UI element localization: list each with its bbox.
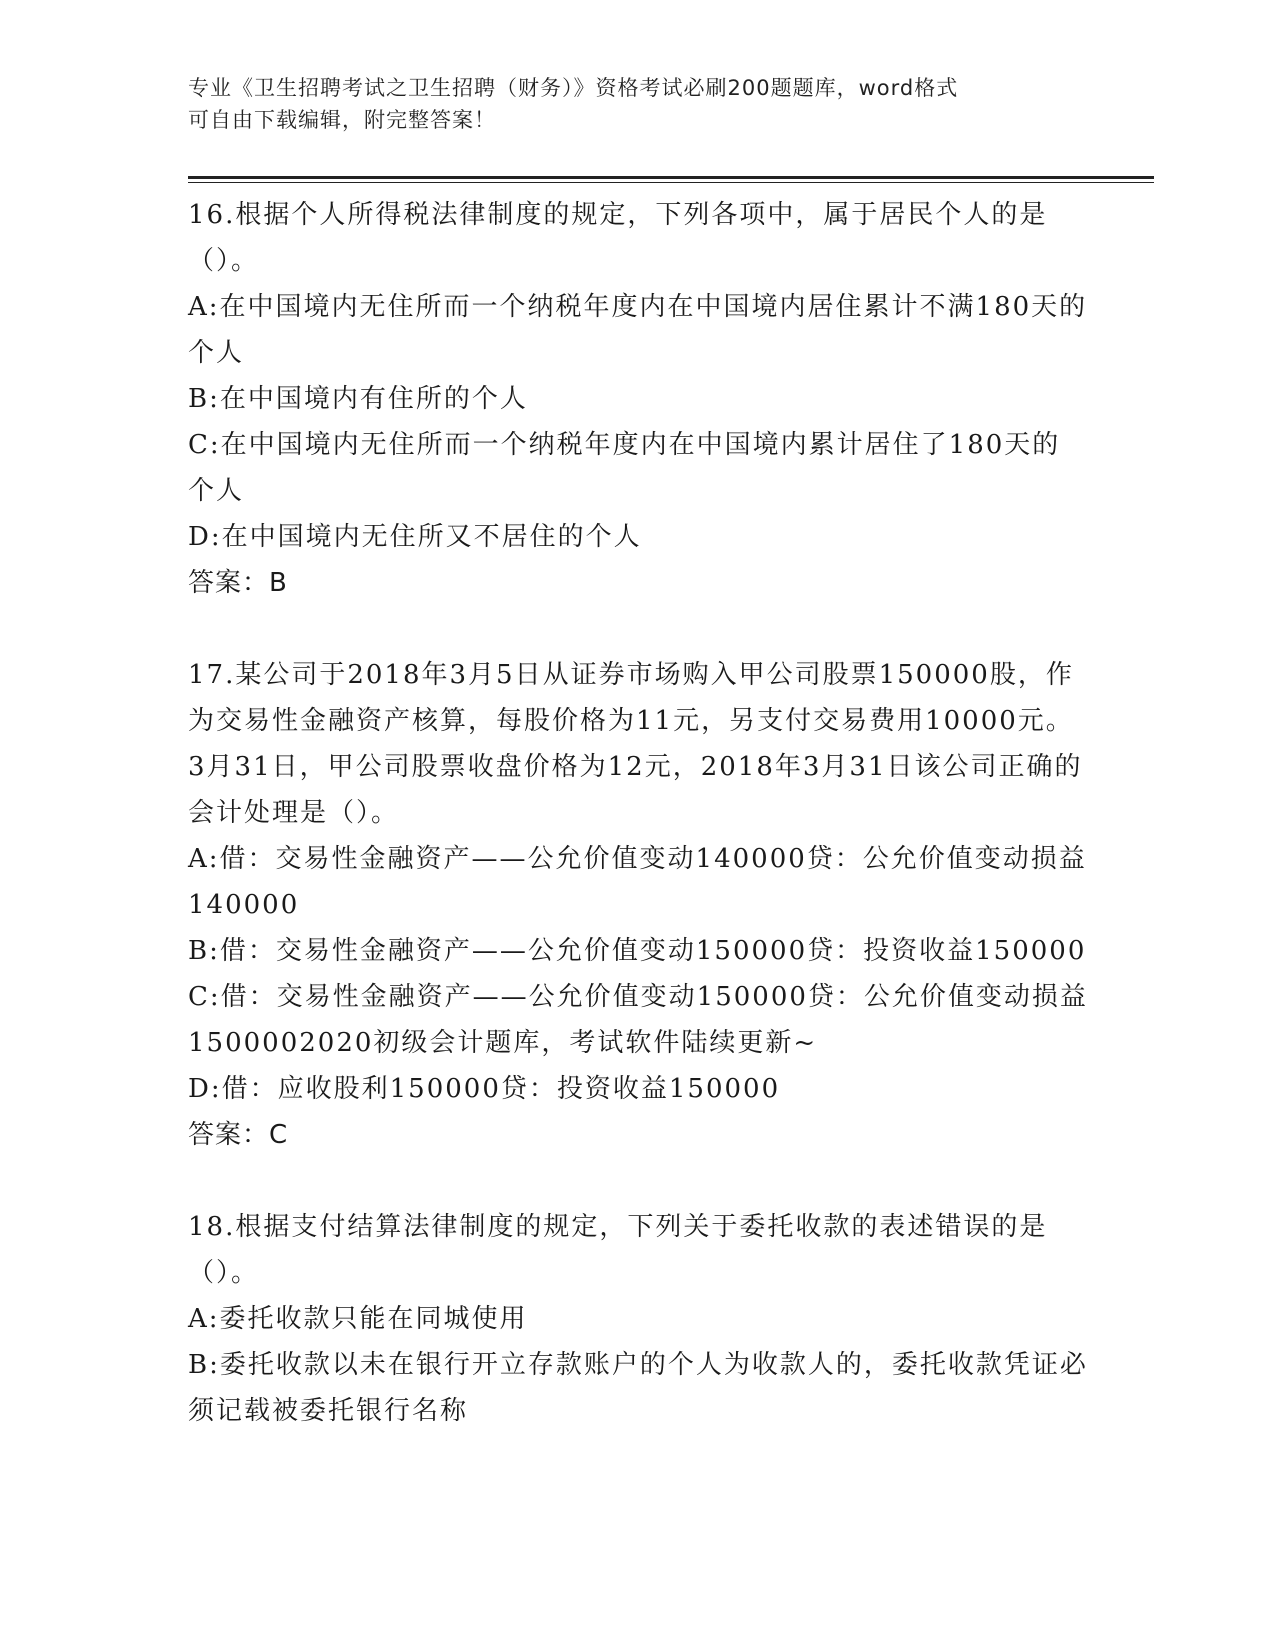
option-d: D:在中国境内无住所又不居住的个人 — [188, 522, 642, 552]
page-header — [188, 72, 1078, 136]
option-a: A:借：交易性金融资产——公允价值变动140000贷：公允价值变动损益140000 — [188, 844, 1087, 920]
question-stem: 17.某公司于2018年3月5日从证券市场购入甲公司股票150000股，作为交易性金融资产核算，每股价格为11元，另支付交易费用10000元。3月31日，甲公司股票收盘价格为12元，2018年3月31日该公司正确的会计处理是（）。 — [188, 660, 1083, 828]
option-d: D:借：应收股利150000贷：投资收益150000 — [188, 1074, 781, 1104]
option-c: C:在中国境内无住所而一个纳税年度内在中国境内累计居住了180天的个人 — [188, 430, 1061, 506]
question-16 — [188, 192, 1088, 606]
option-b: B:借：交易性金融资产——公允价值变动150000贷：投资收益150000 — [188, 936, 1087, 966]
answer-line: 答案：C — [188, 1120, 289, 1150]
question-17 — [188, 652, 1088, 1158]
header-divider-thick — [188, 176, 1154, 179]
option-a: A:委托收款只能在同城使用 — [188, 1304, 528, 1334]
option-b: B:在中国境内有住所的个人 — [188, 384, 528, 414]
option-b: B:委托收款以未在银行开立存款账户的个人为收款人的，委托收款凭证必须记载被委托银行名称 — [188, 1350, 1088, 1426]
option-c: C:借：交易性金融资产——公允价值变动150000贷：公允价值变动损益1500002020初级会计题库，考试软件陆续更新~ — [188, 982, 1088, 1058]
question-18 — [188, 1204, 1088, 1434]
header-line-1: 专业《卫生招聘考试之卫生招聘（财务）》资格考试必刷200题题库，word格式 — [188, 76, 959, 100]
answer-line: 答案：B — [188, 568, 288, 598]
header-divider-thin — [188, 182, 1154, 183]
question-stem: 18.根据支付结算法律制度的规定，下列关于委托收款的表述错误的是（）。 — [188, 1212, 1048, 1288]
question-list — [188, 192, 1088, 1434]
question-stem: 16.根据个人所得税法律制度的规定，下列各项中，属于居民个人的是（）。 — [188, 200, 1048, 276]
header-line-2: 可自由下载编辑，附完整答案！ — [188, 108, 496, 132]
option-a: A:在中国境内无住所而一个纳税年度内在中国境内居住累计不满180天的个人 — [188, 292, 1088, 368]
